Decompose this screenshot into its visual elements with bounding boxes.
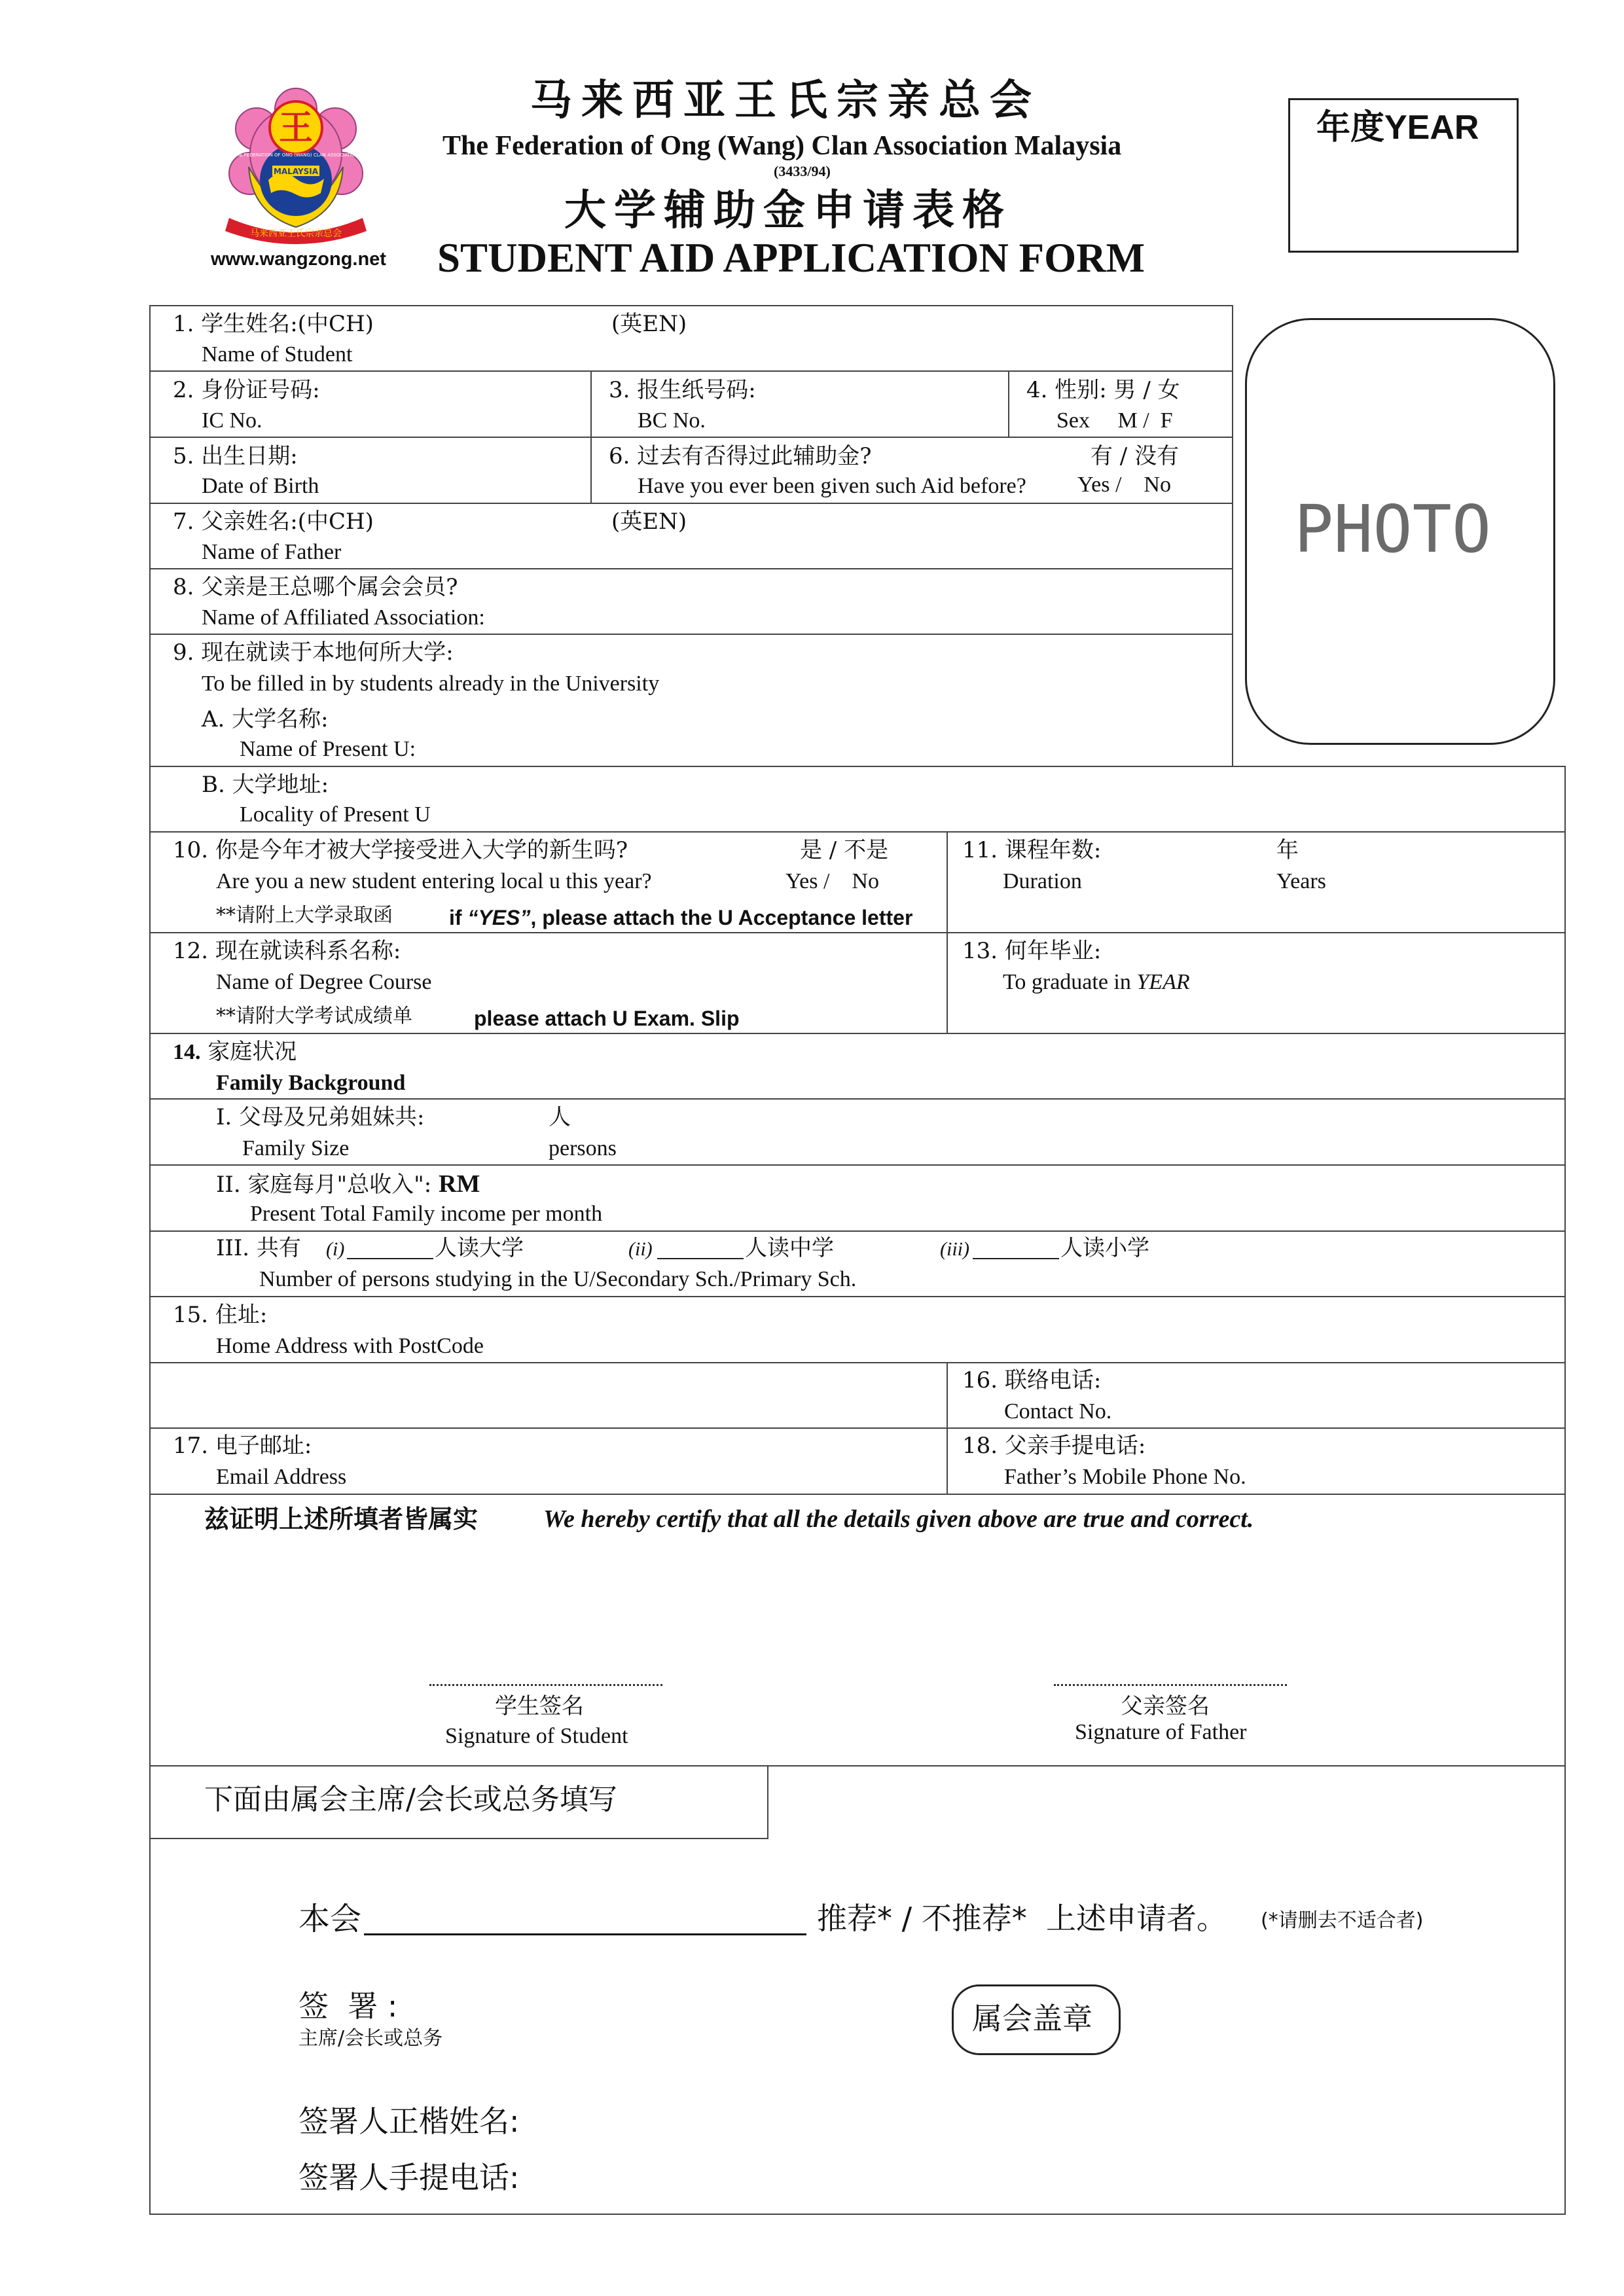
studying-university-blank[interactable] — [347, 1258, 433, 1259]
graduate-en-label — [1003, 971, 1190, 994]
logo-ring-text: THE FEDERATION OF ONG (WANG) CLAN ASSOCIATION — [233, 152, 359, 158]
student-name-en-tag: (英EN) — [611, 311, 687, 337]
acceptance-note-en — [449, 907, 912, 928]
university-name-zh-label: A. 大学名称: — [202, 706, 329, 732]
family-size-zh-unit: 人 — [549, 1104, 571, 1130]
family-heading-text: 家庭状况 — [200, 1039, 297, 1065]
stamp-label: 属会盖章 — [972, 2001, 1092, 2036]
studying-iii: (iii) — [940, 1238, 969, 1260]
family-heading-num: 14. — [173, 1040, 201, 1064]
duration-zh-label: 11. 课程年数: — [962, 837, 1102, 863]
student-signature-zh: 学生签名 — [495, 1693, 584, 1719]
exam-slip-note-zh: **请附大学考试成绩单 — [216, 1005, 412, 1028]
previous-aid-zh-label: 6. 过去有否得过此辅助金? — [609, 443, 872, 469]
graduate-zh-label: 13. 何年毕业: — [962, 938, 1102, 964]
acceptance-note-yes: “YES” — [467, 906, 531, 929]
affiliated-zh-label: 8. 父亲是王总哪个属会会员? — [173, 574, 458, 600]
duration-en-unit: Years — [1276, 869, 1326, 893]
bc-zh-label: 3. 报生纸号码: — [609, 377, 756, 403]
duration-en-label: Duration — [1003, 869, 1082, 893]
studying-secondary-blank[interactable] — [657, 1258, 744, 1259]
sign-sublabel: 主席/会长或总务 — [298, 2027, 443, 2050]
logo — [216, 82, 376, 245]
logo-ribbon: MALAYSIA — [273, 167, 319, 176]
year-box[interactable] — [1288, 98, 1519, 253]
university-zh-label: 9. 现在就读于本地何所大学: — [173, 639, 454, 666]
new-student-zh-options: 是 / 不是 — [800, 837, 889, 863]
stamp-box[interactable] — [952, 1984, 1121, 2055]
recommend-note: (*请删去不适合者) — [1261, 1909, 1424, 1932]
studying-primary-blank[interactable] — [973, 1258, 1059, 1259]
father-mobile-en-label: Father’s Mobile Phone No. — [1004, 1465, 1246, 1489]
degree-zh-label: 12. 现在就读科系名称: — [173, 938, 401, 964]
father-signature-zh: 父亲签名 — [1121, 1693, 1210, 1719]
family-size-zh-label: I. 父母及兄弟姐妹共: — [216, 1104, 425, 1130]
sex-zh-label: 4. 性别: 男 / 女 — [1026, 377, 1180, 403]
student-signature-line[interactable] — [429, 1684, 662, 1686]
university-en-note: To be filled in by students already in the University — [202, 672, 660, 696]
degree-en-label: Name of Degree Course — [216, 970, 432, 994]
new-student-zh-label: 10. 你是今年才被大学接受进入大学的新生吗? — [173, 837, 628, 863]
previous-aid-en-label: Have you ever been given such Aid before? — [638, 474, 1026, 498]
father-signature-line[interactable] — [1054, 1684, 1287, 1686]
family-heading-zh — [173, 1041, 297, 1064]
acceptance-note-zh: **请附上大学录取函 — [216, 904, 393, 927]
contact-en-label: Contact No. — [1004, 1399, 1112, 1424]
recommend-options: 推荐* / 不推荐* 上述申请者。 — [817, 1901, 1227, 1936]
graduate-en-text: To graduate in — [1003, 970, 1137, 994]
title-en: The Federation of Ong (Wang) Clan Association Malaysia — [442, 131, 1122, 161]
dob-en-label: Date of Birth — [202, 474, 319, 498]
email-zh-label: 17. 电子邮址: — [173, 1433, 312, 1459]
income-zh-text: II. 家庭每月"总收入": — [216, 1172, 439, 1198]
studying-university-label: 人读大学 — [435, 1235, 524, 1261]
university-locality-en-label: Locality of Present U — [240, 802, 431, 827]
father-mobile-zh-label: 18. 父亲手提电话: — [962, 1433, 1146, 1459]
photo-box[interactable] — [1245, 318, 1555, 745]
signatory-phone-label: 签署人手提电话: — [298, 2160, 520, 2195]
ic-zh-label: 2. 身份证号码: — [173, 377, 320, 403]
father-name-en-tag: (英EN) — [611, 509, 687, 535]
address-zh-label: 15. 住址: — [173, 1302, 268, 1328]
form-title-zh: 大学辅助金申请表格 — [564, 186, 1012, 235]
certify-zh: 兹证明上述所填者皆属实 — [204, 1504, 478, 1534]
studying-zh-label: III. 共有 — [216, 1235, 301, 1261]
father-name-en-label: Name of Father — [202, 540, 342, 564]
duration-zh-unit: 年 — [1276, 837, 1299, 863]
studying-ii: (ii) — [628, 1238, 653, 1260]
new-student-en-options: Yes / No — [785, 869, 879, 893]
recommend-prefix: 本会 — [298, 1901, 362, 1937]
title-zh: 马来西亚王氏宗亲总会 — [530, 76, 1041, 125]
income-currency: RM — [439, 1170, 480, 1198]
previous-aid-en-options: Yes / No — [1077, 473, 1171, 497]
studying-primary-label: 人读小学 — [1060, 1235, 1149, 1261]
signatory-name-label: 签署人正楷姓名: — [298, 2104, 520, 2139]
ic-en-label: IC No. — [202, 408, 262, 433]
dob-zh-label: 5. 出生日期: — [173, 443, 298, 469]
association-name-blank[interactable] — [364, 1933, 806, 1935]
year-label: 年度YEAR — [1316, 109, 1479, 147]
father-name-zh-label: 7. 父亲姓名:(中CH) — [173, 509, 374, 535]
bc-en-label: BC No. — [638, 408, 706, 433]
acceptance-note-rest: , please attach the U Acceptance letter — [530, 906, 913, 929]
new-student-en-label: Are you a new student entering local u this year? — [216, 869, 652, 893]
photo-label: PHOTO — [1294, 491, 1492, 567]
sex-en-label: Sex M / F — [1056, 408, 1173, 433]
income-zh-label — [216, 1172, 480, 1196]
studying-i: (i) — [326, 1238, 345, 1260]
affiliated-en-label: Name of Affiliated Association: — [202, 605, 485, 630]
studying-secondary-label: 人读中学 — [745, 1235, 834, 1261]
student-signature-en: Signature of Student — [445, 1724, 628, 1748]
website: www.wangzong.net — [211, 249, 386, 270]
acceptance-note-if: if — [449, 906, 468, 929]
logo-banner: 马来西亚王氏宗亲总会 — [250, 228, 342, 239]
studying-en-label: Number of persons studying in the U/Secondary Sch./Primary Sch. — [259, 1267, 857, 1291]
association-heading: 下面由属会主席/会长或总务填写 — [204, 1783, 617, 1816]
student-name-en-label: Name of Student — [202, 342, 353, 367]
university-locality-zh-label: B. 大学地址: — [202, 772, 329, 798]
registration-number: (3433/94) — [774, 163, 831, 179]
sign-label: 签 署 : — [298, 1988, 398, 2024]
family-size-en-label: Family Size — [242, 1136, 350, 1160]
income-en-label: Present Total Family income per month — [250, 1202, 603, 1226]
family-size-en-unit: persons — [549, 1136, 617, 1160]
student-name-zh-label: 1. 学生姓名:(中CH) — [173, 311, 374, 337]
previous-aid-zh-options: 有 / 没有 — [1091, 443, 1180, 469]
university-name-en-label: Name of Present U: — [240, 737, 416, 761]
family-heading-en: Family Background — [216, 1071, 406, 1095]
graduate-en-year: YEAR — [1136, 970, 1190, 994]
contact-zh-label: 16. 联络电话: — [962, 1367, 1102, 1393]
address-en-label: Home Address with PostCode — [216, 1334, 484, 1358]
exam-slip-note-en: please attach U Exam. Slip — [474, 1007, 740, 1030]
father-signature-en: Signature of Father — [1075, 1720, 1247, 1744]
email-en-label: Email Address — [216, 1465, 347, 1489]
certify-en: We hereby certify that all the details given above are true and correct. — [543, 1505, 1254, 1533]
logo-char: 王 — [278, 109, 314, 148]
form-title-en: STUDENT AID APPLICATION FORM — [437, 235, 1146, 281]
